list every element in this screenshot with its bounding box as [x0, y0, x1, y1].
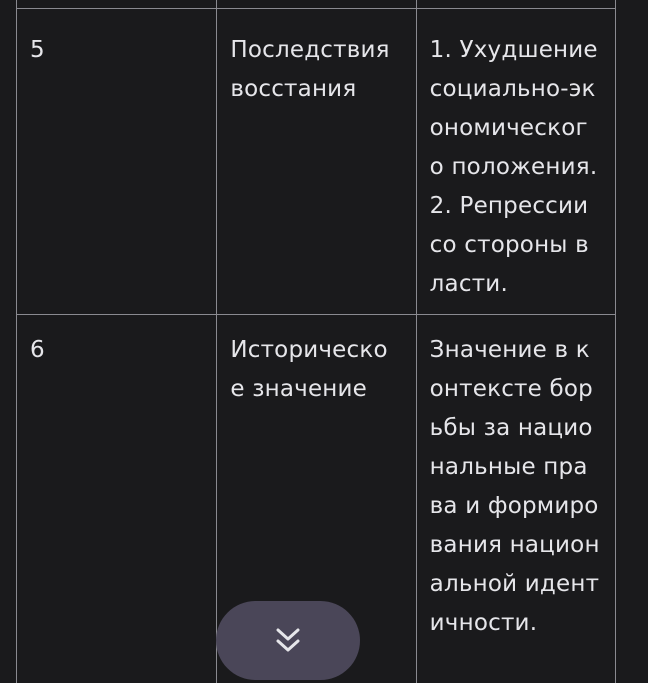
table-row — [17, 9, 616, 315]
scroll-down-button[interactable] — [216, 601, 360, 680]
row-name-cell: Историческое значение — [217, 315, 416, 683]
row-description-cell: Значение в контексте борьбы за национальные права и формирования национальной идентичности. — [416, 315, 615, 683]
table-row-partial — [17, 0, 616, 9]
double-chevron-down-icon — [275, 626, 301, 656]
row-name-cell: Последствия восстания — [217, 9, 416, 315]
row-description-cell: 1. Ухудшение социально-экономического положения. 2. Репрессии со стороны власти. — [416, 9, 615, 315]
row-number-cell: 6 — [17, 315, 217, 683]
row-number-cell: 5 — [17, 9, 217, 315]
data-table — [16, 0, 616, 683]
